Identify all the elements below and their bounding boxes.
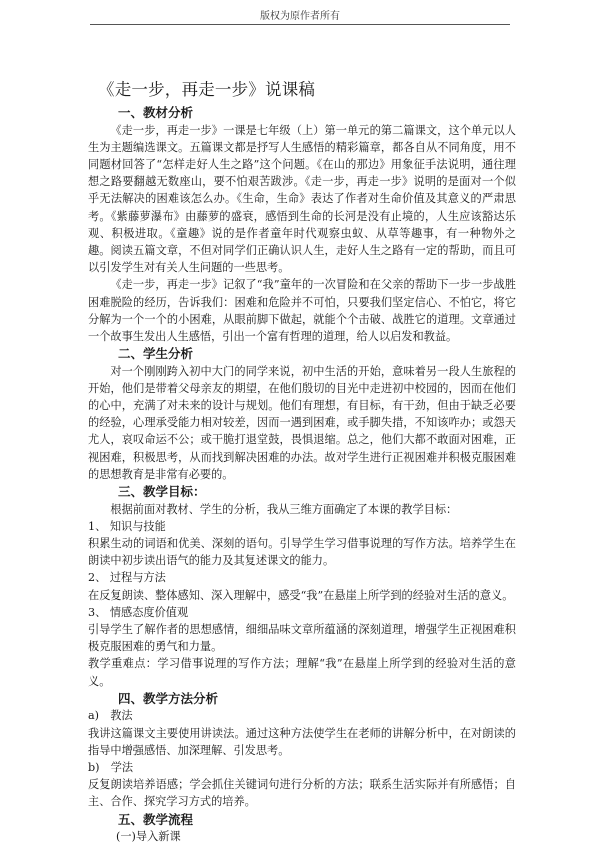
- process-step: (一)导入新课: [116, 830, 181, 844]
- objective-title: 2、 过程与方法: [88, 571, 166, 585]
- paragraph: 积累生动的词语和优美、深刻的语句。引导学生学习借事说理的写作方法。培养学生在朗读中初步读出语气的能力及其复述课文的能力。: [88, 536, 516, 568]
- document-body: [88, 104, 516, 845]
- section-heading-textbook-analysis: 一、教材分析: [118, 105, 194, 120]
- paragraph: 根据前面对教材、学生的分析，我从三维方面确定了本课的教学目标：: [110, 502, 458, 516]
- section-heading-teaching-process: 五、教学流程: [118, 811, 194, 827]
- method-title: a) 教法: [88, 709, 133, 723]
- section-heading-student-analysis: 二、学生分析: [118, 346, 194, 362]
- paragraph: 《走一步，再走一步》记叙了“我”童年的一次冒险和在父亲的帮助下一步一步战胜困难脱险的经历，告诉我们：困难和危险并不可怕，只要我们坚定信心、不怕它，将它分解为一个一个的小困难，从眼前脚下做起，就能个个击破、战胜它的道理。文章通过一个故事生发出人生感悟，引出一个富有哲理的道理，给人以启发和教益。: [88, 278, 516, 343]
- section-heading-teaching-methods: 四、教学方法分析: [118, 690, 219, 706]
- document-title: 《走一步，再走一步》说课稿: [98, 80, 316, 99]
- section-heading-teaching-objectives: 三、教学目标：: [118, 484, 206, 500]
- paragraph: 反复朗读培养语感；学会抓住关键词句进行分析的方法；联系生活实际并有所感悟；自主、合作、探究学习方式的培养。: [88, 778, 516, 809]
- objective-title: 3、 情感态度价值观: [88, 605, 189, 619]
- copyright-notice: 版权为原作者所有: [260, 11, 340, 22]
- paragraph: 《走一步，再走一步》一课是七年级（上）第一单元的第二篇课文，这个单元以人生为主题编选课文。五篇课文都是抒写人生感悟的精彩篇章，都各自从不同角度，用不同题材回答了“怎样走好人生之路”这个问题。《在山的那边》用象征手法说明，通往理想之路要翻越无数座山，要不怕艰苦跋涉。《走一步，再走一步》说明的是面对一个似乎无法解决的困难该怎么办。《生命，生命》表达了作者对生命价值及其意义的严肃思考。《紫藤萝瀑布》由藤萝的盛衰，感悟到生命的长河是没有止境的，人生应该豁达乐观、积极进取。《童趣》说的是作者童年时代观察虫蚁、从草等趣事，有一种物外之趣。阅读五篇文章，不但对同学们正确认识人生，走好人生之路有一定的帮助，而且可以引发学生对有关人生问题的一些思考。: [88, 123, 516, 275]
- key-points: 教学重难点：学习借事说理的写作方法；理解“我”在悬崖上所学到的经验对生活的意义。: [88, 657, 516, 688]
- header-divider: [90, 24, 510, 25]
- paragraph: 在反复朗读、整体感知、深入理解中，感受“我”在悬崖上所学到的经验对生活的意义。: [88, 588, 514, 602]
- method-title: b) 学法: [88, 760, 134, 774]
- paragraph: 我讲这篇课文主要使用讲读法。通过这种方法使学生在老师的讲解分析中，在对朗读的指导中增强感悟、加深理解、引发思考。: [88, 726, 516, 757]
- objective-title: 1、 知识与技能: [88, 519, 166, 533]
- paragraph: 引导学生了解作者的思想感情，细细品味文章所蕴涵的深刻道理，增强学生正视困难积极克服困难的勇气和力量。: [88, 622, 516, 654]
- paragraph: 对一个刚刚跨入初中大门的同学来说，初中生活的开始，意味着另一段人生旅程的开始，他们是带着父母亲友的期望，在他们殷切的目光中走进初中校园的，因而在他们的心中，充满了对未来的设计与规划。他们有理想，有目标，有干劲，但由于缺乏必要的经验，心理承受能力相对较差，因而一遇到困难，或手脚失措，不知该咋办；或怨天尤人，哀叹命运不公；或干脆打退堂鼓，畏惧退缩。总之，他们大都不敢面对困难，正视困难，积极思考，从而找到解决困难的办法。故对学生进行正视困难并积极克服困难的思想教育是非常有必要的。: [88, 364, 516, 481]
